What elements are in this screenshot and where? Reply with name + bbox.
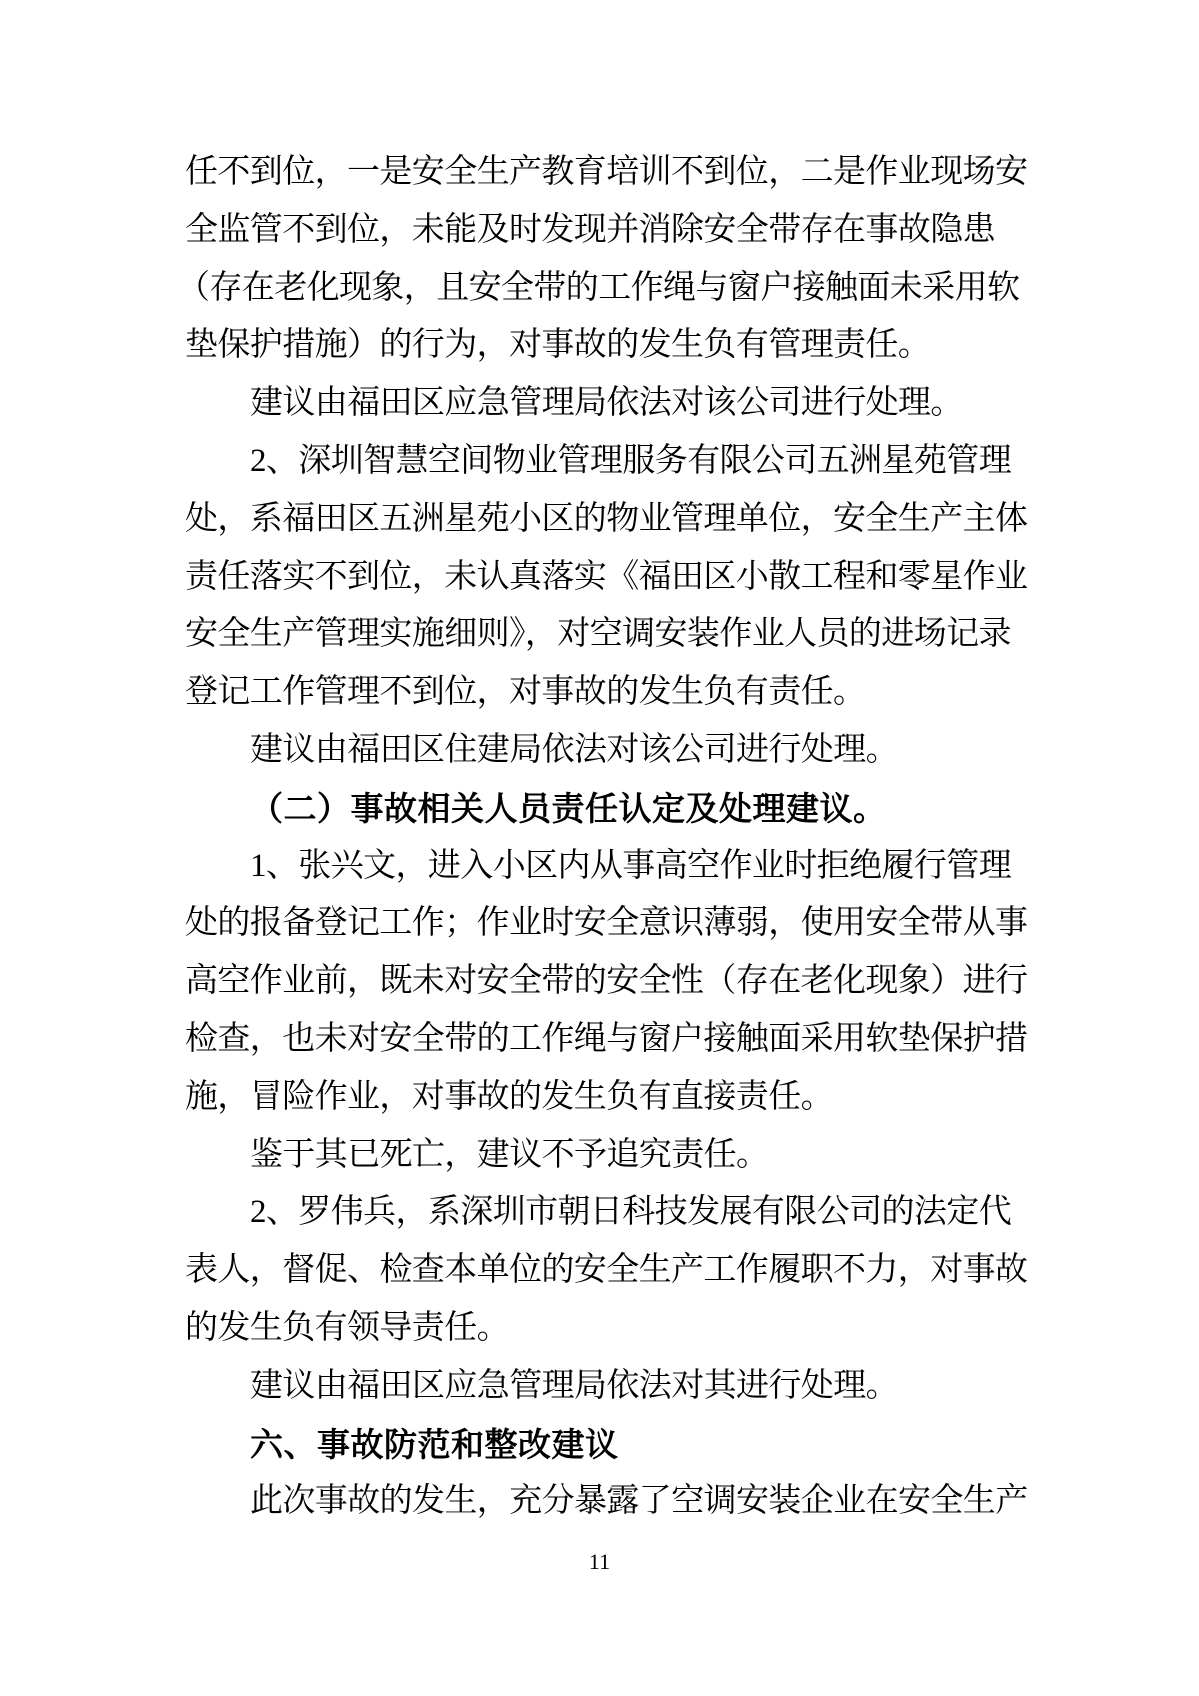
body-text-line: 建议由福田区应急管理局依法对该公司进行处理。 xyxy=(250,385,963,422)
text-block xyxy=(177,144,1029,1531)
body-text-line: 表人，督促、检查本单位的安全生产工作履职不力，对事故 xyxy=(185,1252,1028,1289)
body-text-line: 建议由福田区应急管理局依法对其进行处理。 xyxy=(250,1367,899,1404)
body-text-line: 此次事故的发生，充分暴露了空调安装企业在安全生产 xyxy=(250,1483,1028,1520)
body-text-line: 施，冒险作业，对事故的发生负有直接责任。 xyxy=(185,1078,834,1115)
body-text-line: 2、深圳智慧空间物业管理服务有限公司五洲星苑管理 xyxy=(250,442,1012,479)
body-text-line: 鉴于其已死亡，建议不予追究责任。 xyxy=(250,1136,769,1173)
body-text-line: 登记工作管理不到位，对事故的发生负有责任。 xyxy=(185,674,866,711)
body-text-line: 责任落实不到位，未认真落实《福田区小散工程和零星作业 xyxy=(185,558,1028,595)
body-text-line: 检查，也未对安全带的工作绳与窗户接触面采用软垫保护措 xyxy=(185,1020,1028,1057)
body-text-line: 处，系福田区五洲星苑小区的物业管理单位，安全生产主体 xyxy=(185,500,1028,537)
body-text-line: 安全生产管理实施细则》，对空调安装作业人员的进场记录 xyxy=(185,616,1011,653)
section-heading: 六、事故防范和整改建议 xyxy=(250,1425,619,1463)
body-text-line: 垫保护措施）的行为，对事故的发生负有管理责任。 xyxy=(185,327,931,364)
section-heading: （二）事故相关人员责任认定及处理建议。 xyxy=(250,789,887,827)
body-text-line: 的发生负有领导责任。 xyxy=(185,1309,510,1346)
page-number: 11 xyxy=(588,1549,611,1574)
body-text-line: 全监管不到位，未能及时发现并消除安全带存在事故隐患 xyxy=(185,211,996,248)
body-text-line: 2、罗伟兵，系深圳市朝日科技发展有限公司的法定代 xyxy=(250,1194,1012,1231)
body-text-line: 1、张兴文，进入小区内从事高空作业时拒绝履行管理 xyxy=(250,847,1012,884)
body-text-line: （存在老化现象，且安全带的工作绳与窗户接触面未采用软 xyxy=(177,269,1020,306)
body-text-line: 处的报备登记工作；作业时安全意识薄弱，使用安全带从事 xyxy=(185,905,1028,942)
body-text-line: 任不到位，一是安全生产教育培训不到位，二是作业现场安 xyxy=(185,154,1028,190)
body-text-line: 高空作业前，既未对安全带的安全性（存在老化现象）进行 xyxy=(185,963,1028,1000)
body-text-line: 建议由福田区住建局依法对该公司进行处理。 xyxy=(250,731,899,768)
